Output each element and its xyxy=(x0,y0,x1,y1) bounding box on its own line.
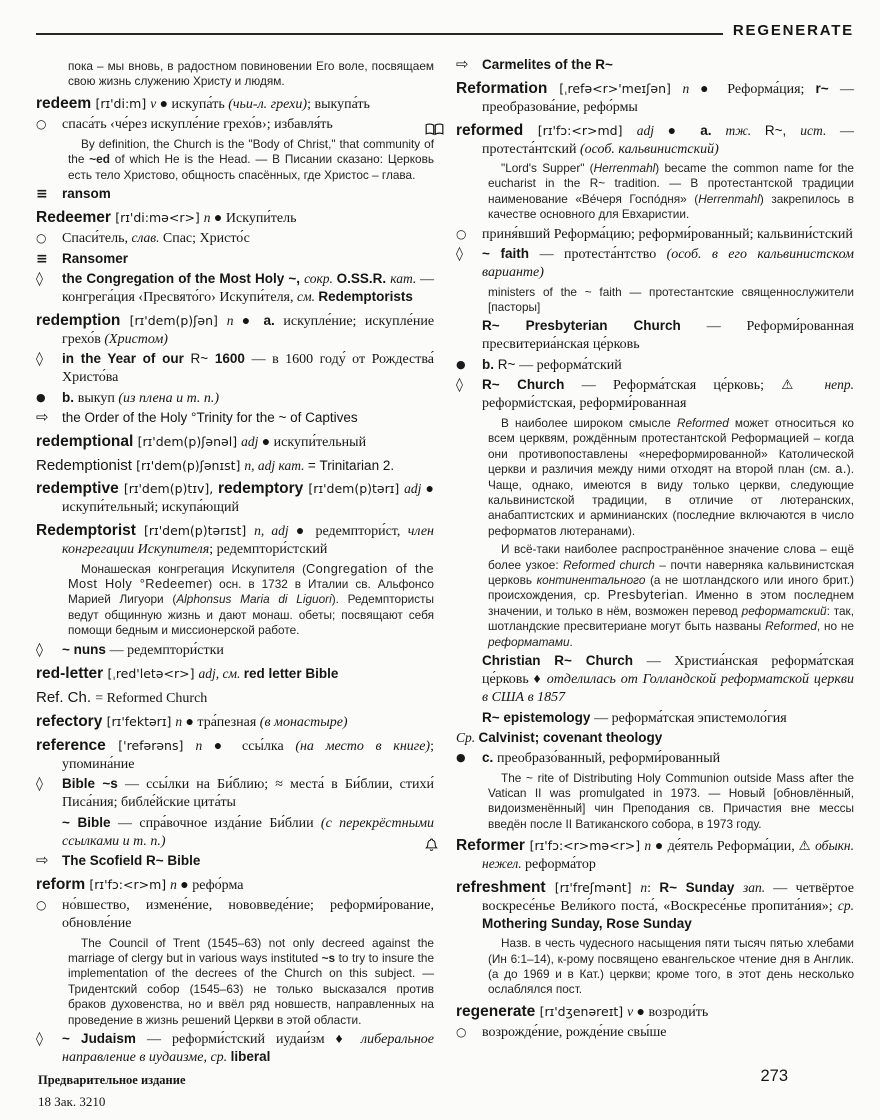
page-number: 273 xyxy=(760,1067,788,1085)
text-columns xyxy=(36,56,854,1069)
synonym-item: ≡ Ransomer xyxy=(36,250,129,267)
sub-phrase-block: Christian R~ Church — Христиа́нская реформа́тская це́рковь ♦ отделилась от Голландской реформатской церкви в США в 1857 xyxy=(482,653,855,706)
sense-item: ● b. выкуп (из плена и т. п.) xyxy=(36,389,220,406)
translation-item: ○ приня́вший Реформа́цию; реформи́рованный; кальвини́стский xyxy=(456,226,853,242)
entry-redemptionist: Redemptionist [rɪ'dem(p)ʃənɪst] n, adj кат. = Trinitarian 2. xyxy=(36,456,395,474)
phrase-item: ◊ ~ nuns — редемптори́стки xyxy=(36,641,224,658)
phrase-item: ◊ Bible ~s — ссы́лки на Би́блию; ≈ места́ в Би́блии, стихи́ Писа́ния; библе́йские цита́ты xyxy=(36,776,434,811)
translation-item: ○ Спаси́тель, слав. Спас; Христо́с xyxy=(36,230,250,247)
diamond-marker: ◊ xyxy=(456,246,463,263)
entry-redemption: redemption [rɪ'dem(p)ʃən] n ● a. искупле́ние; искупле́ние грехо́в (Христом) xyxy=(36,311,435,347)
entry-refreshment: refreshment [rɪ'freʃmənt] n: R~ Sunday зап. — четвёртое воскресе́нье Вели́кого поста́, «Воскресе́нье пропита́ния»; ср. Mothering Sunday, Rose Sunday xyxy=(456,879,854,932)
entry-redeemer: Redeemer [rɪ'di:mə<r>] n ● Искупи́тель xyxy=(36,208,297,226)
example-block: By definition, the Church is the "Body of Christ," that community of the ~ed of which He is the Head. — В Писании сказано: Церковь есть тело Христово, общность спасённых, где Христос – глава. xyxy=(68,136,434,182)
bullet-marker: ● xyxy=(456,357,466,371)
entry-redemptive: redemptive [rɪ'dem(p)tɪv], redemptory [rɪ'dem(p)tərɪ] adj ● искупи́тельный; искупа́ющий xyxy=(36,480,434,516)
diamond-marker: ◊ xyxy=(36,1031,43,1047)
entry-ref-ch: Ref. Ch. = Reformed Church xyxy=(36,688,208,706)
header-rule xyxy=(36,33,723,35)
circle-marker: ○ xyxy=(456,226,467,241)
entry-reformed: reformed [rɪ'fɔ:<r>md] adj ● a. тж. R~, ист. — протеста́нтский (особ. кальвинистский) xyxy=(456,122,854,158)
entry-reference: reference ['refərəns] n ● ссы́лка (на место в книге); упомина́ние xyxy=(36,736,434,772)
example-continuation: пока – мы вновь, в радостном повиновении Его воле, посвящаем свою жизнь служению Христу и людям. xyxy=(68,59,434,89)
cross-ref-item: ⇨ The Scofield R~ Bible xyxy=(36,851,201,870)
cross-ref-arrow-icon: ⇨ xyxy=(36,408,49,427)
cross-ref-item: ⇨ Carmelites of the R~ xyxy=(456,55,613,73)
example-block: The ~ rite of Distributing Holy Communion outside Mass after the Vatican II was promulgated in 1973. — Новый [обновлённый, видоизменённый] чин Преподания св. Причастия вне мессы введён после II Ватиканского собора, в 1973 году. xyxy=(488,770,854,831)
sub-phrase-block: ~ Bible — спра́вочное изда́ние Би́блии (с перекрёстными ссылками и т. п.) xyxy=(62,814,434,849)
phrase-item: ◊ the Congregation of the Most Holy ~, сокр. O.SS.R. кат. — конгрега́ция ‹Пресвято́го› Искупи́теля, см. Redemptorists xyxy=(36,270,434,305)
commentary-block: И всё-таки наиболее распространённое значение слова – ещё более узкое: Reformed church – почти наверняка кальвинистская церковь континентального (а не шотландского или иного брит.) происхождения, ср. Presbyterian. Именно в этом последнем значении, и только в нём, возможен перевод реформатский: так, шотландские пресвитериане могут быть названы Reformed, но не реформатами. xyxy=(488,542,854,649)
entry-reformer: Reformer [rɪ'fɔ:<r>mə<r>] n ● де́ятель Реформа́ции, ⚠ обыкн. нежел. реформа́тор xyxy=(456,837,854,873)
diamond-marker: ◊ xyxy=(36,641,43,658)
entry-refectory: refectory [rɪ'fektərɪ] n ● тра́пезная (в монастыре) xyxy=(36,712,348,730)
edition-note: Предварительное издание xyxy=(38,1073,186,1087)
imprint-block xyxy=(38,1073,186,1110)
phrase-item: ◊ in the Year of our R~ 1600 — в 1600 году́ от Рождества́ Христо́ва xyxy=(36,351,434,386)
phrase-item: ◊ R~ Church — Реформа́тская це́рковь; ⚠ непр. реформи́стская, реформи́рованная xyxy=(456,377,855,412)
sense-item: ● b. R~ — реформа́тский xyxy=(456,356,622,373)
entry-redemptorist: Redemptorist [rɪ'dem(p)tərɪst] n, adj ● редемптори́ст, член конгрегации Искупителя; редемптори́стский xyxy=(36,522,434,558)
cross-ref-arrow-icon: ⇨ xyxy=(36,851,49,870)
commentary-block: Назв. в честь чудесного насыщения пяти тысяч пятью хлебами (Ин 6:1–14), к-рому посвящено евангельское чтение дня в Англик. (а до 1969 и в Кат.) церкви; кроме того, в этот день несколько ослаблялся пост. xyxy=(488,936,854,997)
diamond-marker: ◊ xyxy=(456,377,463,394)
entry-regenerate: regenerate [rɪ'dʒenəreɪt] v ● возроди́ть xyxy=(456,1002,709,1020)
sub-phrase-block: R~ Presbyterian Church — Реформи́рованная пресвитериа́нская це́рковь xyxy=(482,318,854,353)
example-block: ministers of the ~ faith — протестантские священнослужители [пасторы] xyxy=(488,284,854,315)
open-book-icon xyxy=(425,123,444,137)
circle-marker: ○ xyxy=(456,1025,467,1040)
diamond-marker: ◊ xyxy=(36,270,43,287)
page-header xyxy=(36,8,854,38)
translation-item: ○ возрожде́ние, рожде́ние свы́ше xyxy=(456,1025,667,1041)
synonym-marker: ≡ xyxy=(36,186,48,203)
circle-marker: ○ xyxy=(36,231,47,246)
left-column xyxy=(36,56,434,1069)
entry-redemptional: redemptional [rɪ'dem(p)ʃənəl] adj ● искупи́тельный xyxy=(36,432,367,450)
entry-reformation: Reformation [ˌrefə<r>'meɪʃən] n ● Реформа́ция; r~ — преобразова́ние, рефо́рмы xyxy=(456,79,855,115)
example-block: "Lord's Supper" (Herrenmahl) became the common name for the eucharist in the R~ tradition. — В протестантской традиции наименование «Ве́черя Госпо́дня» (Herrenmahl) закрепилось в качестве основного для Евхаристии. xyxy=(488,161,854,222)
phrase-item: ◊ ~ faith — протеста́нтство (особ. в его кальвинистском варианте) xyxy=(456,246,854,281)
diamond-marker: ◊ xyxy=(36,351,43,368)
commentary-block: В наиболее широком смысле Reformed может относиться ко всем церквям, рождённым протестантской Реформацией – когда они противопоставлены «нереформированной» Католической церкви и различия между ними отходят на второй план (см. a.). Чаще, однако, имеются в виду только церкви, следующие кальвинистской традиции, в отличие от лютеранских, анабаптистских и арминианских (последние включаются в число реформатов лютеранами). xyxy=(488,415,854,538)
synonym-item: ≡ ransom xyxy=(36,186,111,203)
sub-phrase-block: R~ epistemology — реформа́тская эпистемоло́гия xyxy=(482,709,787,726)
diamond-marker: ◊ xyxy=(36,776,43,793)
sense-item: ● c. преобразо́ванный, реформи́рованный xyxy=(456,750,721,767)
circle-marker: ○ xyxy=(36,117,47,132)
translation-item: ○ спаса́ть ‹че́рез искупле́ние грехо́в›; избавля́ть xyxy=(36,117,333,133)
synonym-marker: ≡ xyxy=(36,250,48,267)
bullet-marker: ● xyxy=(36,390,46,404)
cross-ref-item: ⇨ the Order of the Holy °Trinity for the ~ of Captives xyxy=(36,408,358,427)
entry-redeem: redeem [rɪ'di:m] v ● искупа́ть (чьи-л. грехи); выкупа́ть xyxy=(36,94,370,112)
page-footer xyxy=(38,1067,850,1110)
print-code: 18 Зак. 3210 xyxy=(38,1094,106,1109)
example-block: The Council of Trent (1545–63) not only decreed against the marriage of clergy but in various ways instituted ~s to try to insure the implementation of the decrees of the Church on this subject. — Тридентский собор (1545–63) не только высказался против браков духовенства, но и ввёл ряд новшеств, направленных на проведение в жизнь решений Церкви в этой области. xyxy=(68,935,435,1027)
commentary-block: Монашеская конгрегация Искупителя (Congregation of the Most Holy °Redeemer) осн. в 1732 в Италии св. Альфонсо Марией Лигуори (Alphonsus Maria di Liguori). Редемптористы ведут общинную жизнь и дают монаш. обеты; посвящают себя помощи бедным и миссионерской работе. xyxy=(68,560,435,638)
compare-reference: Ср. Calvinist; covenant theology xyxy=(456,730,663,746)
entry-reform: reform [rɪ'fɔ:<r>m] n ● рефо́рма xyxy=(36,875,244,893)
running-head: REGENERATE xyxy=(732,22,854,39)
bullet-marker: ● xyxy=(456,751,466,765)
entry-red-letter: red-letter [ˌred'letə<r>] adj, см. red letter Bible xyxy=(36,664,339,682)
phrase-item: ◊ ~ Judaism — реформи́стский иудаи́зм ♦ либеральное направление в иудаизме, ср. liberal xyxy=(36,1031,434,1065)
bell-icon xyxy=(425,838,438,853)
right-column xyxy=(456,56,854,1069)
translation-item: ○ но́вшество, измене́ние, нововведе́ние; реформи́рование, обновле́ние xyxy=(36,898,434,932)
cross-ref-arrow-icon: ⇨ xyxy=(456,55,469,73)
circle-marker: ○ xyxy=(36,898,47,913)
